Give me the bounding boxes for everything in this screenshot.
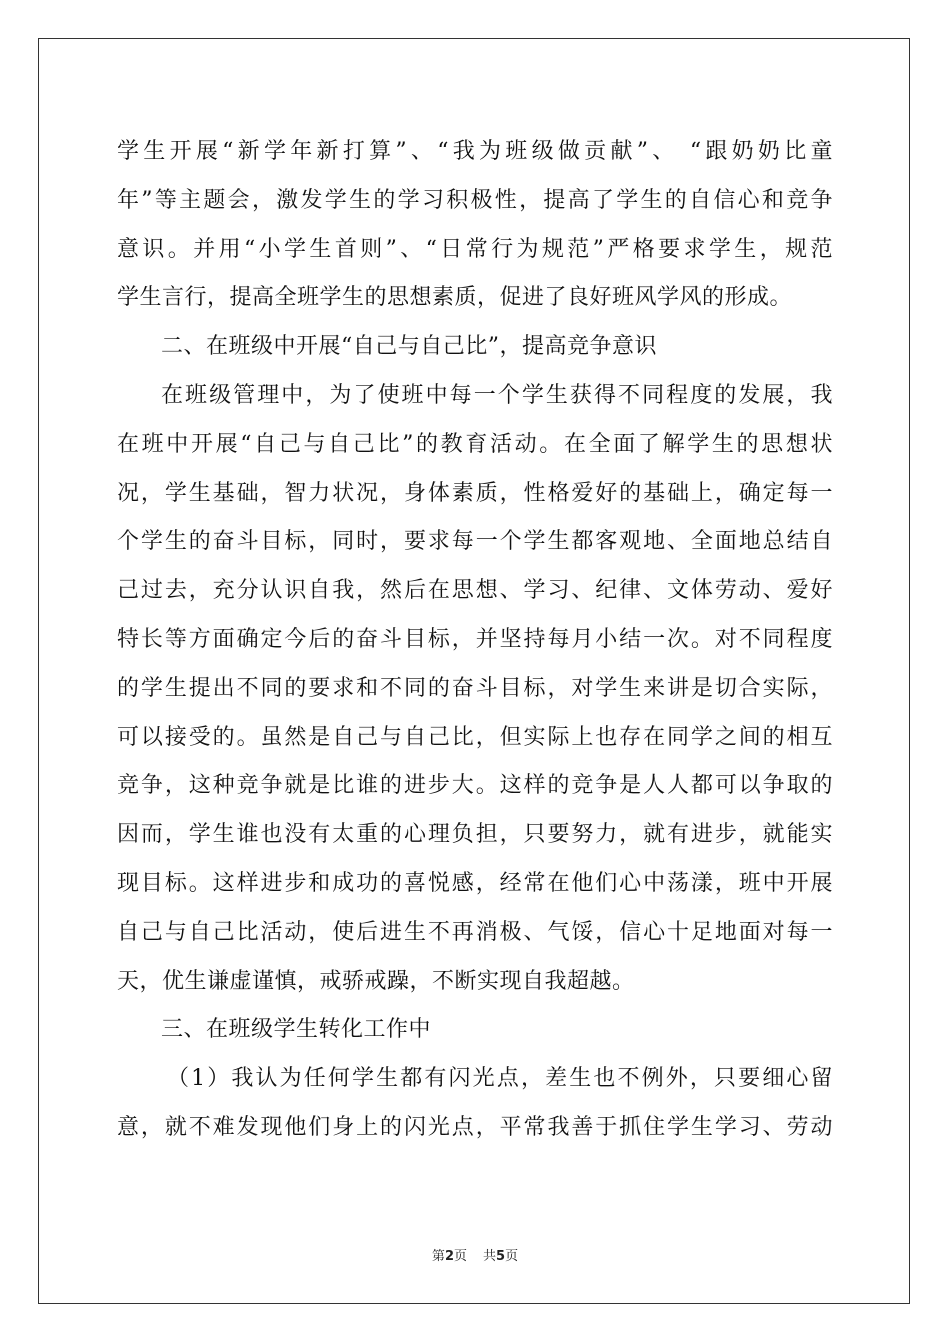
text-line-11: 特长等方面确定今后的奋斗目标，并坚持每月小结一次。对不同程度 bbox=[117, 626, 833, 652]
section-heading-3: 三、在班级学生转化工作中 bbox=[161, 1017, 432, 1043]
text-line-2: 年”等主题会，激发学生的学习积极性，提高了学生的自信心和竞争 bbox=[117, 187, 833, 213]
text-line-10: 己过去，充分认识自我，然后在思想、学习、纪律、文体劳动、爱好 bbox=[117, 578, 833, 604]
total-suffix: 页 bbox=[505, 1249, 519, 1264]
total-number: 5 bbox=[496, 1249, 506, 1264]
text-line-6: 在班级管理中，为了使班中每一个学生获得不同程度的发展，我 bbox=[161, 382, 833, 408]
total-prefix: 共 bbox=[483, 1249, 497, 1264]
text-line-17: 自己与自己比活动，使后进生不再消极、气馁，信心十足地面对每一 bbox=[117, 919, 833, 945]
text-line-9: 个学生的奋斗目标，同时，要求每一个学生都客观地、全面地总结自 bbox=[117, 529, 833, 555]
text-line-20: （1）我认为任何学生都有闪光点，差生也不例外，只要细心留 bbox=[167, 1066, 833, 1092]
text-line-7: 在班中开展“自己与自己比”的教育活动。在全面了解学生的思想状 bbox=[117, 431, 833, 457]
text-line-15: 因而，学生谁也没有太重的心理负担，只要努力，就有进步，就能实 bbox=[117, 822, 833, 848]
page-footer bbox=[0, 1245, 950, 1264]
text-line-12: 的学生提出不同的要求和不同的奋斗目标，对学生来讲是切合实际， bbox=[117, 675, 833, 701]
text-line-14: 竞争，这种竞争就是比谁的进步大。这样的竞争是人人都可以争取的 bbox=[117, 773, 833, 799]
page-number: 2 bbox=[444, 1249, 454, 1264]
text-line-16: 现目标。这样进步和成功的喜悦感，经常在他们心中荡漾，班中开展 bbox=[117, 870, 833, 896]
text-line-3: 意识。并用“小学生首则”、“日常行为规范”严格要求学生，规范 bbox=[117, 236, 833, 262]
page-prefix: 第 bbox=[431, 1249, 445, 1264]
text-line-4: 学生言行，提高全班学生的思想素质，促进了良好班风学风的形成。 bbox=[117, 285, 793, 311]
text-line-1: 学生开展“新学年新打算”、“我为班级做贡献”、 “跟奶奶比童 bbox=[117, 139, 833, 164]
text-line-13: 可以接受的。虽然是自己与自己比，但实际上也存在同学之间的相互 bbox=[117, 724, 833, 750]
text-line-18: 天，优生谦虚谨慎，戒骄戒躁，不断实现自我超越。 bbox=[117, 968, 635, 994]
text-line-21: 意，就不难发现他们身上的闪光点，平常我善于抓住学生学习、劳动 bbox=[117, 1114, 833, 1140]
text-line-8: 况，学生基础，智力状况，身体素质，性格爱好的基础上，确定每一 bbox=[117, 480, 833, 506]
page-suffix: 页 bbox=[453, 1249, 467, 1264]
document-body bbox=[117, 128, 833, 1153]
section-heading-2: 二、在班级中开展“自己与自己比”，提高竞争意识 bbox=[161, 334, 657, 360]
